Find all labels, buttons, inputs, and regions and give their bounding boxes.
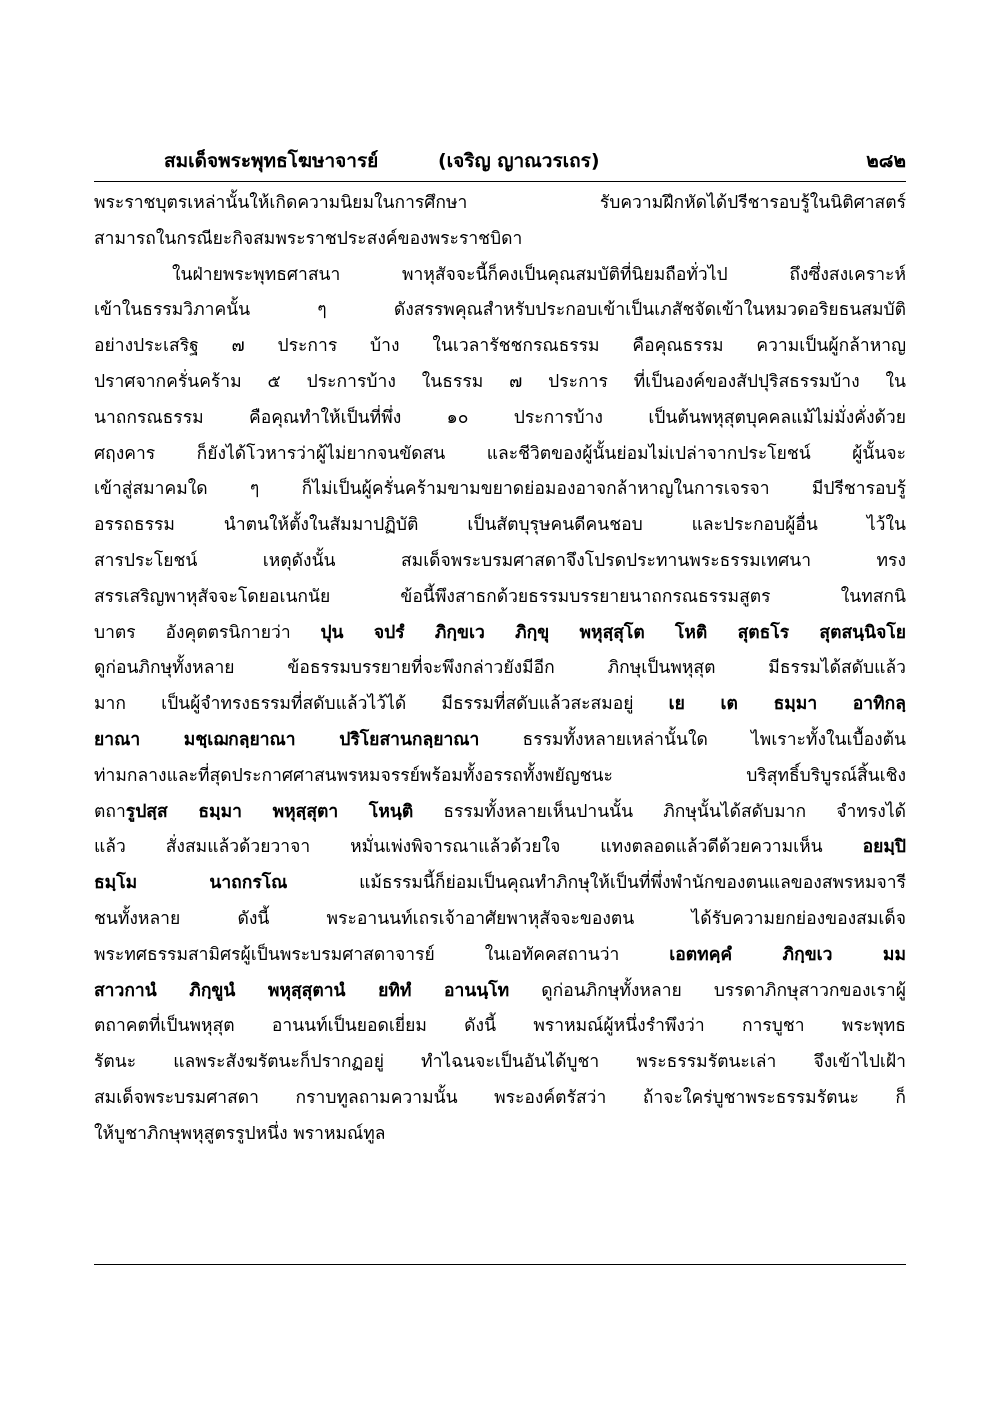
text-segment: ธรรมทั้งหลายเห็นปานนั้น ภิกษุนั้นได้สดับมาก จำทรงได้ [413,801,906,822]
text-line: เข้าสู่สมาคมใด ๆ ก็ไม่เป็นผู้ครั่นคร้ามขามขยาดย่อมองอาจกล้าหาญในการเจรจา มีปรีชารอบรู้ [94,479,906,500]
text-line: สามารถในกรณียะกิจสมพระราชประสงค์ของพระราชบิดา [94,228,523,249]
pali-quote: รูปสฺส ธมฺมา พหุสฺสุตา โหนฺติ [125,801,414,822]
text-line: ให้บูชาภิกษุพหุสูตรรูปหนึ่ง พราหมณ์ทูล [94,1123,386,1144]
text-line [94,866,906,902]
text-line: ปราศจากครั่นคร้าม ๕ ประการบ้าง ในธรรม ๗ ประการ ที่เป็นองค์ของสัปปุริสธรรมบ้าง ใน [94,371,906,392]
running-header [94,146,906,180]
text-line [94,723,906,759]
text-line: อรรถธรรม นำตนให้ตั้งในสัมมาปฏิบัติ เป็นสัตบุรุษคนดีคนชอบ และประกอบผู้อื่น ไว้ใน [94,515,906,536]
text-line: ท่ามกลางและที่สุดประกาศศาสนพรหมจรรย์พร้อมทั้งอรรถทั้งพยัญชนะ บริสุทธิ์บริบูรณ์สิ้นเชิง [94,765,906,786]
text-line [94,938,906,974]
body-text [94,186,906,1153]
text-line [94,795,906,831]
text-segment: ธรรมทั้งหลายเหล่านั้นใด ไพเราะทั้งในเบื้องต้น [479,729,906,750]
text-line: สมเด็จพระบรมศาสดา กราบทูลถามความนั้น พระองค์ตรัสว่า ถ้าจะใคร่บูชาพระธรรมรัตนะ ก็ [94,1087,906,1108]
text-line: สารประโยชน์ เหตุดังนั้น สมเด็จพระบรมศาสดาจึงโปรดประทานพระธรรมเทศนา ทรง [94,550,906,571]
text-segment: มาก เป็นผู้จำทรงธรรมที่สดับแล้วไว้ได้ มีธรรมที่สดับแล้วสะสมอยู่ [94,694,669,715]
pali-quote: อยมฺปิ [862,837,906,858]
text-segment: ดูก่อนภิกษุทั้งหลาย บรรดาภิกษุสาวกของเราผู้ [509,980,906,1001]
text-line: เข้าในธรรมวิภาคนั้น ๆ ดังสรรพคุณสำหรับประกอบเข้าเป็นเภสัชจัดเข้าในหมวดอริยธนสมบัติ [94,300,906,321]
header-title: สมเด็จพระพุทธโฆษาจารย์ [164,150,379,172]
text-segment: พระทศธรรมสามิศรผู้เป็นพระบรมศาสดาจารย์ ในเอทัคคสถานว่า [94,944,670,965]
text-line: ตถาคตที่เป็นพหุสุต อานนท์เป็นยอดเยี่ยม ดังนี้ พราหมณ์ผู้หนึ่งรำพึงว่า การบูชา พระพุทธ [94,1016,906,1037]
text-line: พระราชบุตรเหล่านั้นให้เกิดความนิยมในการศึกษา รับความฝึกหัดได้ปรีชารอบรู้ในนิติศาสตร์ [94,193,906,213]
text-line: อย่างประเสริฐ ๗ ประการ บ้าง ในเวลารัชชกรณธรรม คือคุณธรรม ความเป็นผู้กล้าหาญ [94,336,906,357]
text-line: ดูก่อนภิกษุทั้งหลาย ข้อธรรมบรรยายที่จะพึงกล่าวยังมีอีก ภิกษุเป็นพหุสุต มีธรรมได้สดับแล้ว [94,658,906,679]
pali-quote: เอตทคฺคํ ภิกฺขเว มม [669,944,906,965]
text-segment: ตถา [94,801,126,822]
text-line: ศฤงคาร ก็ยังได้โวหารว่าผู้ไม่ยากจนขัดสน และชีวิตของผู้นั้นย่อมไม่เปล่าจากประโยชน์ ผู้นั้นจะ [94,443,906,464]
text-line: สรรเสริญพาหุสัจจะโดยอเนกนัย ข้อนี้พึงสาธกด้วยธรรมบรรยายนาถกรณธรรมสูตร ในทสกนิ [94,586,906,607]
text-line: นาถกรณธรรม คือคุณทำให้เป็นที่พึ่ง ๑๐ ประการบ้าง เป็นต้นพหุสุตบุคคลแม้ไม่มั่งคั่งด้วย [94,407,906,428]
header-author: (เจริญ ญาณวรเถร) [438,150,600,172]
page-number: ๒๘๒ [866,150,906,172]
pali-quote: ยาณา มชฺเฌกลฺยาณา ปริโยสานกลฺยาณา [94,729,480,750]
pali-quote: สาวกานํ ภิกฺขูนํ พหุสฺสุตานํ ยทิทํ อานนฺโท [94,980,510,1001]
text-line [94,687,906,723]
pali-quote: เย เต ธมฺมา อาทิกลฺ [668,694,906,715]
pali-quote: ธมฺโม นาถกรโณ [94,873,288,894]
text-line [94,974,906,1010]
text-line: รัตนะ แลพระสังฆรัตนะก็ปรากฏอยู่ ทำไฉนจะเป็นอันได้บูชา พระธรรมรัตนะเล่า จึงเข้าไปเฝ้า [94,1052,906,1073]
text-line: ในฝ่ายพระพุทธศาสนา พาหุสัจจะนี้ก็คงเป็นคุณสมบัติที่นิยมถือทั่วไป ถึงซึ่งสงเคราะห์ [172,264,906,285]
text-line [94,830,906,866]
text-line: ชนทั้งหลาย ดังนี้ พระอานนท์เถรเจ้าอาศัยพาหุสัจจะของตน ได้รับความยกย่องของสมเด็จ [94,908,906,929]
text-segment: แล้ว สั่งสมแล้วด้วยวาจา หมั่นเพ่งพิจารณาแล้วด้วยใจ แทงตลอดแล้วดีด้วยความเห็น [94,837,863,858]
footer-divider [94,1264,906,1265]
text-segment: แม้ธรรมนี้ก็ย่อมเป็นคุณทำภิกษุให้เป็นที่พึ่งพำนักของตนแลของสพรหมจารี [287,873,906,894]
text-segment: บาตร อังคุตตรนิกายว่า [94,622,321,643]
text-line [94,616,906,652]
header-divider [94,181,906,182]
pali-quote: ปุน จปรํ ภิกฺขเว ภิกฺขุ พหุสฺสุโต โหติ สุตธโร สุตสนฺนิจโย [320,622,906,643]
